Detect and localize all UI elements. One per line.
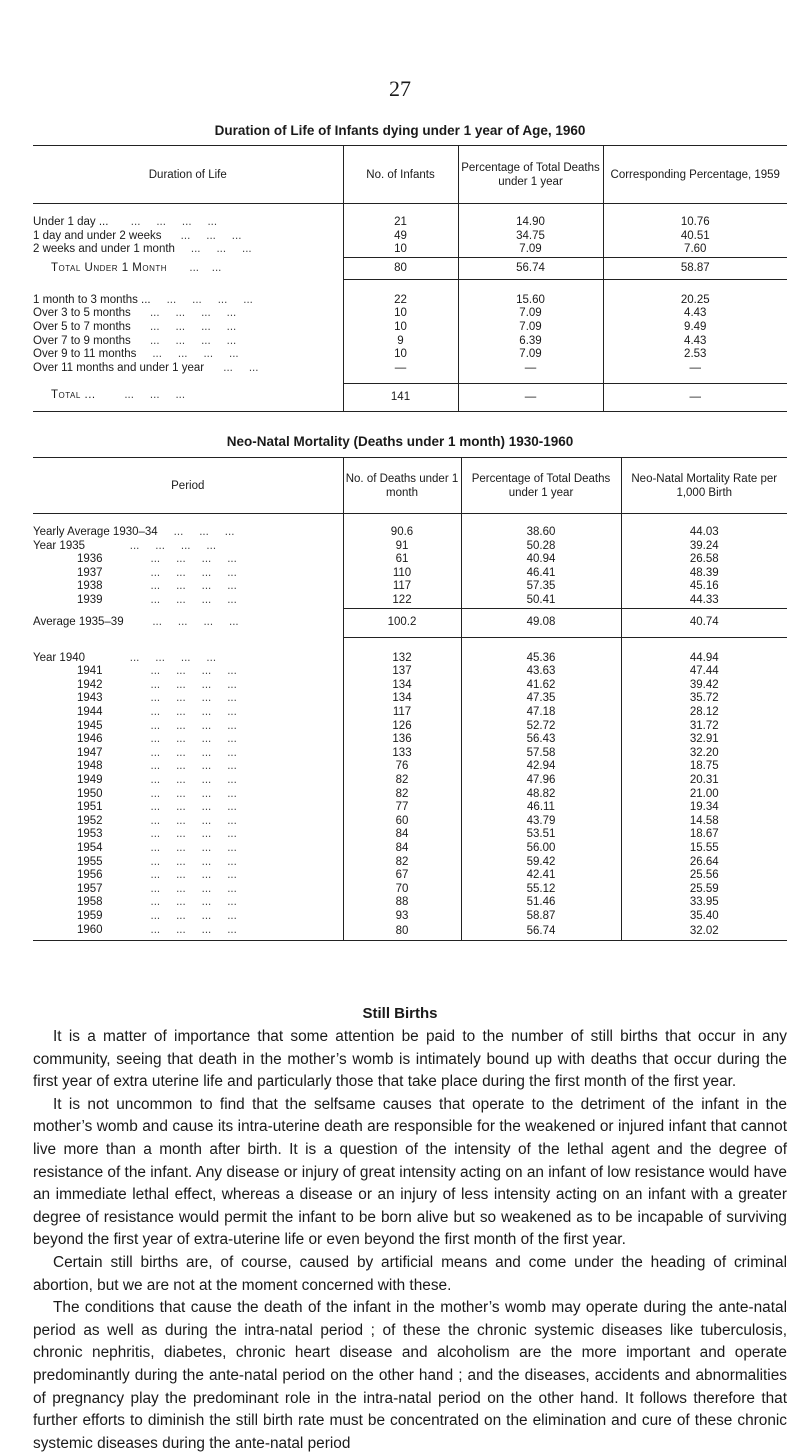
row-label: 1943	[77, 692, 103, 705]
table-row: 1957 ... ... ... ... 70 55.12 25.59	[33, 883, 787, 897]
cell-deaths: 84	[343, 828, 461, 842]
table-row: 2 weeks and under 1 month ... ... ... 10 7.09 7.60	[33, 243, 787, 257]
table-row: 1938 ... ... ... ... 117 57.35 45.16	[33, 580, 787, 594]
row-label: 1948	[77, 760, 103, 773]
cell-corresponding: —	[689, 361, 701, 374]
neonatal-mortality-table	[33, 457, 787, 941]
table-row: 1936 ... ... ... ... 61 40.94 26.58	[33, 553, 787, 567]
cell-rate: 40.74	[621, 608, 787, 638]
table-row: Year 1935 ... ... ... ... 91 50.28 39.24	[33, 540, 787, 554]
table-row: 1943 ... ... ... ... 134 47.35 35.72	[33, 692, 787, 706]
cell-deaths: 132	[343, 652, 461, 666]
row-label: 1937	[77, 566, 103, 579]
table-row: 1 day and under 2 weeks ... ... ... 49 34.75 40.51	[33, 230, 787, 244]
cell-rate: 15.55	[689, 841, 719, 854]
page-number: 27	[389, 76, 411, 101]
paragraph: It is not uncommon to find that the selfsame causes that operate to the detriment of the infant in the mother’s womb and cause its intra-uterine death are responsible for the weakened or injured infant that cannot live more than a month after birth. It is a question of the intensity of the lethal agent and the degree of resistance of the infant. Any disease or injury of great intensity acting on an infant of low resistance would have an immediate lethal effect, whereas a disease or an injury of less intensity acting on an infant with a greater degree of resistance would permit the infant to be born alive but so weakened as to be incapable of surviving beyond the first year of extra-uterine life or even beyond the first month of the first year.	[33, 1095, 787, 1249]
cell-percentage: 47.18	[461, 706, 621, 720]
cell-deaths: 137	[343, 665, 461, 679]
cell-corresponding: 58.87	[603, 257, 787, 280]
table-row-total: Total Under 1 Month ... ... 80 56.74 58.87	[33, 257, 787, 280]
row-label: 1938	[77, 580, 103, 593]
table-row: Over 9 to 11 months ... ... ... ... 10 7.09 2.53	[33, 348, 787, 362]
paragraph: It is a matter of importance that some attention be paid to the number of still births that occur in any community, seeing that death in the mother’s womb is intimately bound up with deaths that occur during the first year of extra uterine life and particularly those that take place during the first month of the first year.	[33, 1028, 787, 1091]
table-row: Over 3 to 5 months ... ... ... ... 10 7.09 4.43	[33, 307, 787, 321]
cell-infants: 141	[343, 383, 458, 411]
cell-deaths: 100.2	[343, 608, 461, 638]
row-label: Yearly Average 1930–34	[33, 526, 158, 538]
cell-rate: 18.75	[689, 760, 719, 773]
cell-infants: 10	[343, 321, 458, 335]
table-row: Over 5 to 7 months ... ... ... ... 10 7.09 9.49	[33, 321, 787, 335]
t2-header-percentage: Percentage of Total Deaths under 1 year	[461, 458, 621, 514]
cell-percentage: 15.60	[458, 294, 603, 308]
cell-percentage: 43.63	[461, 665, 621, 679]
table-row: Over 7 to 9 months ... ... ... ... 9 6.39 4.43	[33, 335, 787, 349]
row-label: Over 5 to 7 months	[33, 321, 131, 334]
cell-deaths: 88	[343, 896, 461, 910]
cell-deaths: 77	[343, 801, 461, 815]
cell-corresponding: 40.51	[680, 229, 710, 242]
cell-rate: 45.16	[689, 580, 719, 593]
cell-percentage: 40.94	[461, 553, 621, 567]
row-label: 1951	[77, 801, 103, 814]
cell-deaths: 90.6	[343, 526, 461, 540]
cell-percentage: 57.35	[461, 580, 621, 594]
row-label: 1936	[77, 553, 103, 566]
paragraph: The conditions that cause the death of the infant in the mother’s womb may operate during the ante-natal period as well as during the intra-natal period ; of these the chronic systemic diseases like tuberculosis, chronic nephritis, diabetes, chronic heart disease and alcoholism are the more important and operate predominantly during the ante-natal period on the other hand ; and the diseases, accidents and abnormalities of pregnancy play the predominant role in the intra-natal period on the other hand. It follows therefore that further efforts to diminish the still birth rate must be concentrated on the elimination and cure of these chronic systemic diseases during the ante-natal period	[33, 1299, 787, 1452]
cell-percentage: 7.09	[458, 321, 603, 335]
cell-rate: 18.67	[689, 828, 719, 841]
still-births-body	[33, 1026, 787, 1455]
cell-deaths: 70	[343, 883, 461, 897]
row-label: 1957	[77, 882, 103, 895]
cell-deaths: 84	[343, 842, 461, 856]
cell-rate: 31.72	[689, 719, 719, 732]
cell-percentage: 57.58	[461, 747, 621, 761]
row-label: 1950	[77, 787, 103, 800]
table-row: 1956 ... ... ... ... 67 42.41 25.56	[33, 869, 787, 883]
cell-deaths: 122	[343, 594, 461, 608]
cell-percentage: 56.43	[461, 733, 621, 747]
table-row: Under 1 day ... ... ... ... ... 21 14.90 10.76	[33, 216, 787, 230]
table-row: Yearly Average 1930–34 ... ... ... 90.6 38.60 44.03	[33, 526, 787, 540]
table-row: 1949 ... ... ... ... 82 47.96 20.31	[33, 774, 787, 788]
row-label: Over 7 to 9 months	[33, 334, 131, 347]
row-label: 1941	[77, 665, 103, 678]
table-row: 1954 ... ... ... ... 84 56.00 15.55	[33, 842, 787, 856]
row-label: 1959	[77, 909, 103, 922]
row-label: 1955	[77, 855, 103, 868]
row-label: Year 1935	[33, 539, 86, 552]
cell-percentage: 6.39	[458, 335, 603, 349]
table-row: 1947 ... ... ... ... 133 57.58 32.20	[33, 747, 787, 761]
cell-infants: 9	[343, 335, 458, 349]
cell-percentage: 50.41	[461, 594, 621, 608]
cell-rate: 35.40	[689, 909, 719, 922]
still-births-heading: Still Births	[362, 1005, 438, 1022]
row-label: 1954	[77, 841, 103, 854]
cell-percentage: 59.42	[461, 856, 621, 870]
table-row: 1959 ... ... ... ... 93 58.87 35.40	[33, 910, 787, 924]
table-row: 1937 ... ... ... ... 110 46.41 48.39	[33, 567, 787, 581]
table1-title: Duration of Life of Infants dying under 1 year of Age, 1960	[214, 123, 586, 138]
table-row: 1950 ... ... ... ... 82 48.82 21.00	[33, 788, 787, 802]
cell-deaths: 134	[343, 679, 461, 693]
cell-rate: 32.02	[689, 925, 719, 938]
cell-percentage: 51.46	[461, 896, 621, 910]
cell-deaths: 61	[343, 553, 461, 567]
cell-percentage: —	[458, 362, 603, 376]
cell-percentage: 53.51	[461, 828, 621, 842]
row-label: Total ...	[51, 389, 96, 402]
cell-rate: 32.91	[689, 733, 719, 746]
cell-deaths: 117	[343, 580, 461, 594]
cell-corresponding: —	[603, 383, 787, 411]
row-label: Total Under 1 Month	[51, 261, 168, 274]
t1-header-duration: Duration of Life	[33, 146, 343, 204]
cell-percentage: 42.94	[461, 760, 621, 774]
row-label: 1946	[77, 733, 103, 746]
row-label: 1952	[77, 814, 103, 827]
row-label: 1944	[77, 706, 103, 719]
cell-rate: 25.56	[689, 869, 719, 882]
cell-deaths: 126	[343, 720, 461, 734]
table-row: 1944 ... ... ... ... 117 47.18 28.12	[33, 706, 787, 720]
row-label: 1960	[77, 923, 103, 936]
cell-corresponding: 7.60	[684, 243, 707, 256]
table-row: 1946 ... ... ... ... 136 56.43 32.91	[33, 733, 787, 747]
table-row-total: Total ... ... ... ... 141 — —	[33, 383, 787, 411]
cell-rate: 39.24	[689, 539, 719, 552]
cell-percentage: 56.00	[461, 842, 621, 856]
cell-rate: 44.33	[689, 593, 719, 606]
table-row: 1955 ... ... ... ... 82 59.42 26.64	[33, 856, 787, 870]
cell-deaths: 117	[343, 706, 461, 720]
cell-rate: 19.34	[689, 801, 719, 814]
cell-rate: 47.44	[689, 665, 719, 678]
table-row: 1945 ... ... ... ... 126 52.72 31.72	[33, 720, 787, 734]
cell-percentage: 55.12	[461, 883, 621, 897]
cell-corresponding: 20.25	[680, 293, 710, 306]
cell-percentage: 38.60	[461, 526, 621, 540]
cell-deaths: 80	[343, 924, 461, 941]
cell-rate: 44.94	[689, 651, 719, 664]
cell-percentage: 41.62	[461, 679, 621, 693]
cell-rate: 14.58	[689, 814, 719, 827]
row-label: Over 11 months and under 1 year	[33, 361, 205, 374]
cell-deaths: 136	[343, 733, 461, 747]
table-row: 1953 ... ... ... ... 84 53.51 18.67	[33, 828, 787, 842]
row-label: 1953	[77, 828, 103, 841]
cell-infants: 49	[343, 230, 458, 244]
cell-percentage: 49.08	[461, 608, 621, 638]
row-label: 1945	[77, 719, 103, 732]
cell-rate: 48.39	[689, 566, 719, 579]
cell-percentage: 42.41	[461, 869, 621, 883]
cell-percentage: 46.41	[461, 567, 621, 581]
cell-infants: 80	[343, 257, 458, 280]
table-row: Over 11 months and under 1 year ... ... — — —	[33, 362, 787, 376]
cell-percentage: 7.09	[458, 243, 603, 257]
table-row: 1958 ... ... ... ... 88 51.46 33.95	[33, 896, 787, 910]
cell-rate: 20.31	[689, 774, 719, 786]
table-row: 1939 ... ... ... ... 122 50.41 44.33	[33, 594, 787, 608]
t1-header-percentage: Percentage of Total Deaths under 1 year	[458, 146, 603, 204]
cell-deaths: 82	[343, 788, 461, 802]
cell-percentage: 47.35	[461, 692, 621, 706]
cell-infants: 10	[343, 307, 458, 321]
t2-header-deaths: No. of Deaths under 1 month	[343, 458, 461, 514]
infant-duration-table	[33, 145, 787, 412]
cell-infants: —	[343, 362, 458, 376]
t1-header-infants: No. of Infants	[343, 146, 458, 204]
cell-infants: 22	[343, 294, 458, 308]
cell-percentage: 58.87	[461, 910, 621, 924]
cell-rate: 28.12	[689, 706, 719, 719]
row-label: Average 1935–39	[33, 616, 124, 629]
cell-infants: 10	[343, 243, 458, 257]
row-label: Under 1 day ...	[33, 216, 109, 228]
cell-percentage: 43.79	[461, 815, 621, 829]
cell-deaths: 76	[343, 760, 461, 774]
cell-percentage: 46.11	[461, 801, 621, 815]
cell-percentage: 47.96	[461, 774, 621, 788]
cell-rate: 39.42	[689, 678, 719, 691]
cell-corresponding: 4.43	[684, 334, 707, 347]
cell-deaths: 133	[343, 747, 461, 761]
row-label: 1949	[77, 774, 103, 786]
cell-deaths: 60	[343, 815, 461, 829]
table-row: 1951 ... ... ... ... 77 46.11 19.34	[33, 801, 787, 815]
row-label: 1956	[77, 869, 103, 882]
row-label: 1 day and under 2 weeks	[33, 229, 162, 242]
cell-percentage: 56.74	[461, 924, 621, 941]
cell-infants: 21	[343, 216, 458, 230]
cell-corresponding: 9.49	[684, 321, 707, 334]
table2-title: Neo-Natal Mortality (Deaths under 1 month) 1930-1960	[226, 434, 574, 449]
table-row: Year 1940 ... ... ... ... 132 45.36 44.94	[33, 652, 787, 666]
cell-rate: 21.00	[689, 787, 719, 800]
cell-percentage: 50.28	[461, 540, 621, 554]
cell-percentage: 48.82	[461, 788, 621, 802]
cell-rate: 32.20	[689, 746, 719, 759]
cell-rate: 26.58	[689, 553, 719, 566]
cell-rate: 33.95	[689, 896, 719, 909]
table-row: 1 month to 3 months ... ... ... ... ... 22 15.60 20.25	[33, 294, 787, 308]
cell-percentage: 52.72	[461, 720, 621, 734]
row-label: 1 month to 3 months ...	[33, 293, 151, 306]
table-row: 1960 ... ... ... ... 80 56.74 32.02	[33, 924, 787, 941]
row-label: Over 3 to 5 months	[33, 307, 131, 320]
cell-corresponding: 2.53	[684, 348, 707, 361]
cell-deaths: 91	[343, 540, 461, 554]
cell-deaths: 82	[343, 774, 461, 788]
row-label: Over 9 to 11 months	[33, 348, 137, 361]
cell-deaths: 110	[343, 567, 461, 581]
table-row-average: Average 1935–39 ... ... ... ... 100.2 49.08 40.74	[33, 608, 787, 638]
cell-percentage: —	[458, 383, 603, 411]
cell-corresponding: 10.76	[680, 216, 710, 228]
cell-percentage: 7.09	[458, 307, 603, 321]
t1-header-corresponding: Corresponding Percentage, 1959	[603, 146, 787, 204]
row-label: 2 weeks and under 1 month	[33, 243, 175, 256]
cell-percentage: 7.09	[458, 348, 603, 362]
table-row: 1942 ... ... ... ... 134 41.62 39.42	[33, 679, 787, 693]
cell-rate: 25.59	[689, 882, 719, 895]
cell-percentage: 14.90	[458, 216, 603, 230]
cell-deaths: 82	[343, 856, 461, 870]
row-label: Year 1940	[33, 651, 86, 664]
cell-percentage: 45.36	[461, 652, 621, 666]
cell-percentage: 56.74	[458, 257, 603, 280]
cell-rate: 44.03	[689, 526, 719, 538]
table-row: 1941 ... ... ... ... 137 43.63 47.44	[33, 665, 787, 679]
t2-header-period: Period	[33, 458, 343, 514]
cell-rate: 35.72	[689, 692, 719, 705]
cell-deaths: 134	[343, 692, 461, 706]
cell-corresponding: 4.43	[684, 307, 707, 320]
row-label: 1947	[77, 746, 103, 759]
table-row: 1948 ... ... ... ... 76 42.94 18.75	[33, 760, 787, 774]
row-label: 1942	[77, 678, 103, 691]
row-label: 1939	[77, 594, 103, 607]
table-row: 1952 ... ... ... ... 60 43.79 14.58	[33, 815, 787, 829]
cell-percentage: 34.75	[458, 230, 603, 244]
cell-rate: 26.64	[689, 855, 719, 868]
t2-header-rate: Neo-Natal Mortality Rate per 1,000 Birth	[621, 458, 787, 514]
paragraph: Certain still births are, of course, caused by artificial means and come under the heading of criminal abortion, but we are not at the moment concerned with these.	[33, 1253, 787, 1294]
row-label: 1958	[77, 896, 103, 909]
cell-deaths: 93	[343, 910, 461, 924]
cell-infants: 10	[343, 348, 458, 362]
cell-deaths: 67	[343, 869, 461, 883]
